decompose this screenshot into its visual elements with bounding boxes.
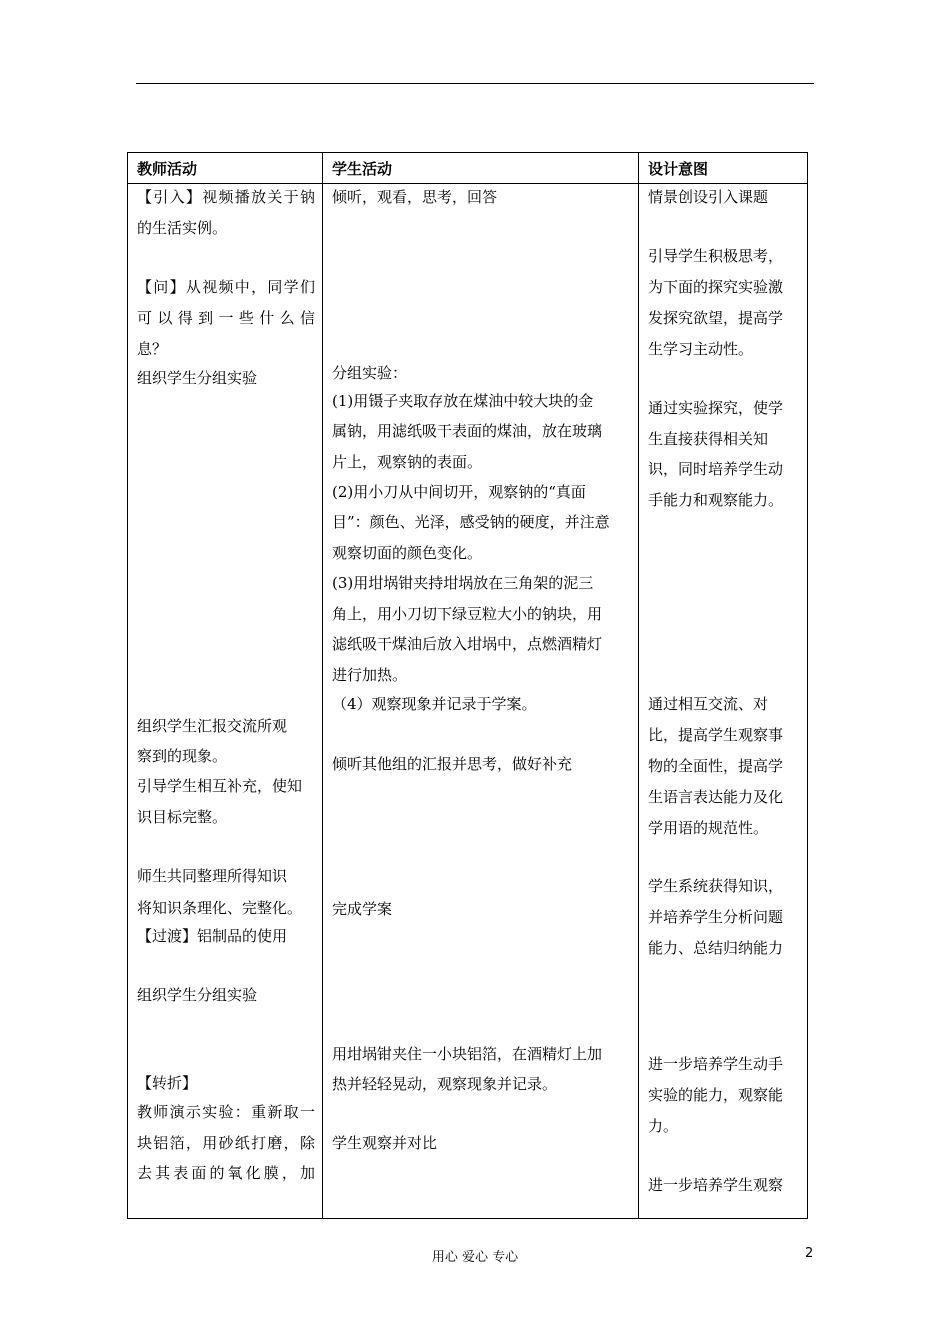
design-intent-5-line-1: 学生系统获得知识， — [648, 877, 784, 895]
header-row-divider — [128, 183, 807, 184]
student-step2-line-3: 观察切面的颜色变化。 — [332, 544, 483, 562]
teacher-organize-experiment: 组织学生分组实验 — [137, 369, 258, 387]
teacher-question-line-2: 可以得到一些什么信 — [137, 309, 315, 327]
design-intent-2-line-3: 发探究欲望，提高学 — [648, 309, 784, 327]
design-intent-3-line-1: 通过实验探究，使学 — [648, 399, 784, 417]
design-intent-4-line-5: 学用语的规范性。 — [648, 819, 769, 837]
student-listen-others: 倾听其他组的汇报并思考，做好补充 — [332, 755, 573, 773]
student-step1-line-2: 属钠，用滤纸吸干表面的煤油，放在玻璃 — [332, 422, 603, 440]
design-intent-2-line-4: 生学习主动性。 — [648, 340, 754, 358]
header-teacher-activity: 教师活动 — [137, 160, 198, 178]
column-divider-2 — [638, 153, 639, 1218]
student-observe-compare: 学生观察并对比 — [332, 1134, 438, 1152]
teacher-report-line-2: 察到的现象。 — [137, 747, 228, 765]
footer-motto: 用心 爱心 专心 — [431, 1250, 519, 1265]
design-intent-5-line-2: 并培养学生分析问题 — [648, 908, 784, 926]
teacher-summary-line-2: 将知识条理化、完整化。 — [137, 899, 303, 917]
lesson-plan-table — [127, 152, 808, 1219]
design-intent-2-line-1: 引导学生积极思考， — [648, 247, 784, 265]
design-intent-4-line-2: 比，提高学生观察事 — [648, 726, 784, 744]
teacher-demo-line-3: 去其表面的氧化膜，加 — [137, 1164, 315, 1182]
design-intent-5-line-3: 能力、总结归纳能力 — [648, 939, 784, 957]
teacher-question-line-1: 【问】从视频中，同学们 — [137, 278, 315, 296]
student-aluminum-line-1: 用坩埚钳夹住一小块铝箔，在酒精灯上加 — [332, 1045, 603, 1063]
student-group-experiment: 分组实验： — [332, 364, 408, 382]
student-step3-line-2: 角上，用小刀切下绿豆粒大小的钠块，用 — [332, 605, 603, 623]
student-step1-line-1: (1)用镊子夹取存放在煤油中较大块的金 — [332, 392, 594, 410]
design-intent-2-line-2: 为下面的探究实验激 — [648, 278, 784, 296]
teacher-question-line-3: 息？ — [137, 340, 168, 358]
teacher-organize-experiment-2: 组织学生分组实验 — [137, 986, 258, 1004]
teacher-intro-line-2: 的生活实例。 — [137, 219, 228, 237]
header-rule — [136, 83, 814, 84]
design-intent-1: 情景创设引入课题 — [648, 188, 769, 206]
design-intent-7: 进一步培养学生观察 — [648, 1176, 784, 1194]
teacher-guide-line-2: 识目标完整。 — [137, 808, 228, 826]
student-step4: （4）观察现象并记录于学案。 — [332, 695, 537, 713]
student-step1-line-3: 片上，观察钠的表面。 — [332, 453, 483, 471]
design-intent-4-line-3: 物的全面性，提高学 — [648, 757, 784, 775]
design-intent-3-line-2: 生直接获得相关知 — [648, 430, 769, 448]
design-intent-3-line-4: 手能力和观察能力。 — [648, 491, 784, 509]
student-step2-line-1: (2)用小刀从中间切开，观察钠的“真面 — [332, 483, 586, 501]
student-step3-line-1: (3)用坩埚钳夹持坩埚放在三角架的泥三 — [332, 574, 594, 592]
header-design-intent: 设计意图 — [648, 160, 709, 178]
student-step3-line-3: 滤纸吸干煤油后放入坩埚中，点燃酒精灯 — [332, 635, 603, 653]
design-intent-4-line-4: 生语言表达能力及化 — [648, 788, 784, 806]
teacher-guide-line-1: 引导学生相互补充，使知 — [137, 777, 303, 795]
teacher-intro-line-1: 【引入】视频播放关于钠 — [137, 188, 315, 206]
teacher-transition: 【过渡】铝制品的使用 — [137, 927, 288, 945]
column-divider-1 — [322, 153, 323, 1218]
student-step3-line-4: 进行加热。 — [332, 666, 408, 684]
student-aluminum-line-2: 热并轻轻晃动，观察现象并记录。 — [332, 1075, 558, 1093]
design-intent-6-line-2: 实验的能力，观察能 — [648, 1086, 784, 1104]
student-complete-worksheet: 完成学案 — [332, 900, 393, 918]
teacher-turn: 【转折】 — [137, 1074, 198, 1092]
teacher-report-line-1: 组织学生汇报交流所观 — [137, 717, 288, 735]
teacher-summary-line-1: 师生共同整理所得知识 — [137, 867, 288, 885]
design-intent-6-line-3: 力。 — [648, 1117, 679, 1135]
design-intent-3-line-3: 识，同时培养学生动 — [648, 460, 784, 478]
teacher-demo-line-2: 块铝箔，用砂纸打磨，除 — [137, 1134, 315, 1152]
design-intent-4-line-1: 通过相互交流、对 — [648, 695, 769, 713]
teacher-demo-line-1: 教师演示实验：重新取一 — [137, 1103, 315, 1121]
student-step2-line-2: 目”：颜色、光泽，感受钠的硬度，并注意 — [332, 513, 610, 531]
student-listen: 倾听，观看，思考，回答 — [332, 188, 498, 206]
design-intent-6-line-1: 进一步培养学生动手 — [648, 1055, 784, 1073]
header-student-activity: 学生活动 — [332, 160, 393, 178]
page-number: 2 — [805, 1246, 814, 1261]
